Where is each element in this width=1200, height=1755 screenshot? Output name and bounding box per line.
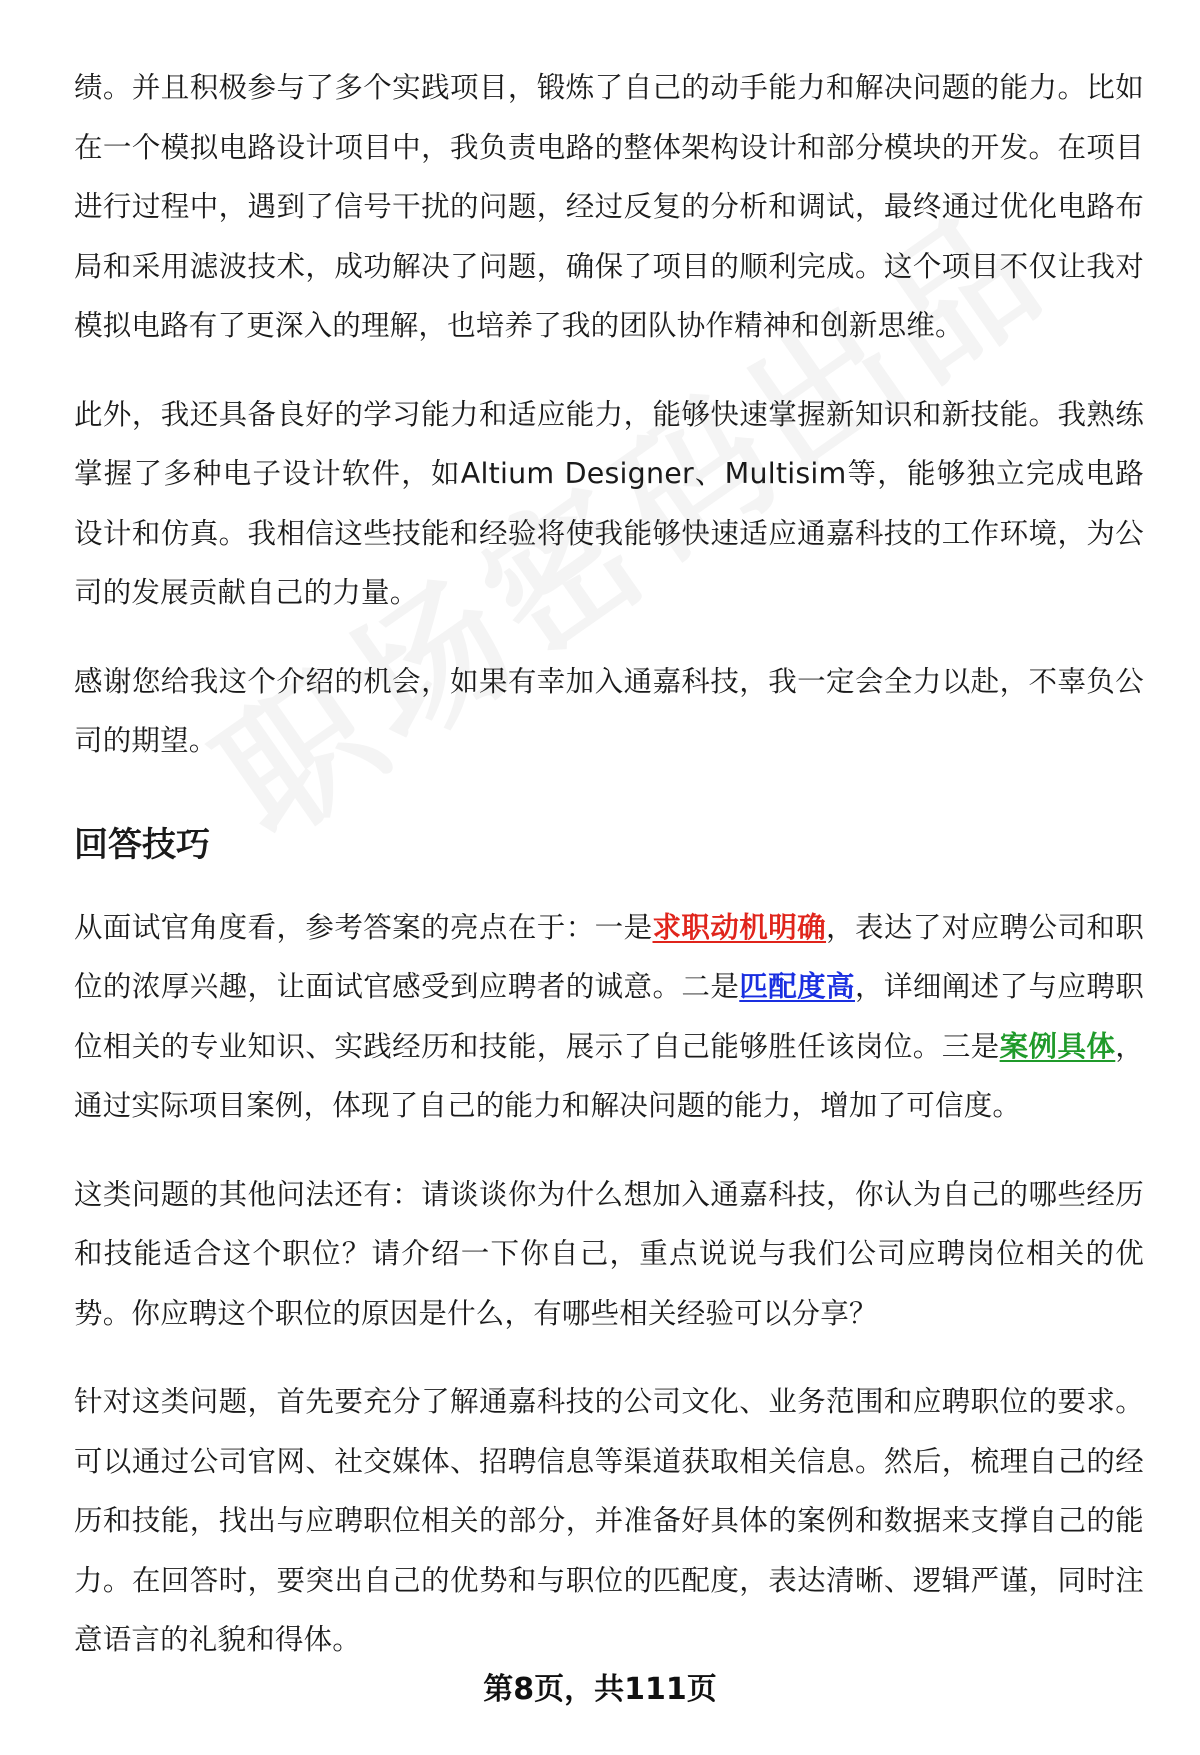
page-number: 第8页，共111页 bbox=[483, 1672, 717, 1707]
tips-text-1: 从面试官角度看，参考答案的亮点在于：一是 bbox=[74, 910, 653, 944]
other-questions-paragraph: 这类问题的其他问法还有：请谈谈你为什么想加入通嘉科技，你认为自己的哪些经历和技能适合这个职位？请介绍一下你自己，重点说说与我们公司应聘岗位相关的优势。你应聘这个职位的原因是什么，有哪些相关经验可以分享？ bbox=[74, 1177, 1144, 1330]
highlight-motivation: 求职动机明确 bbox=[652, 910, 827, 944]
advice-paragraph: 针对这类问题，首先要充分了解通嘉科技的公司文化、业务范围和应聘职位的要求。可以通过公司官网、社交媒体、招聘信息等渠道获取相关信息。然后，梳理自己的经历和技能，找出与应聘职位相关的部分，并准备好具体的案例和数据来支撑自己的能力。在回答时，要突出自己的优势和与职位的匹配度，表达清晰、逻辑严谨，同时注意语言的礼貌和得体。 bbox=[74, 1385, 1144, 1656]
document-page bbox=[74, 58, 1144, 1699]
body-paragraph-3: 感谢您给我这个介绍的机会，如果有幸加入通嘉科技，我一定会全力以赴，不辜负公司的期望。 bbox=[74, 664, 1144, 757]
tips-paragraph bbox=[74, 898, 1144, 1136]
body-paragraph-2: 此外，我还具备良好的学习能力和适应能力，能够快速掌握新知识和新技能。我熟练掌握了多种电子设计软件，如Altium Designer、Multisim等，能够独立完成电路设计和仿真。我相信这些技能和经验将使我能够快速适应通嘉科技的工作环境，为公司的发展贡献自己的力量。 bbox=[74, 397, 1144, 609]
highlight-match: 匹配度高 bbox=[739, 970, 855, 1003]
tips-text-3: ，详细阐述了与应聘职位相关的专业知识、实践经历和技能，展示了自己能够胜任该岗位。三是 bbox=[74, 970, 1144, 1063]
highlight-case: 案例具体 bbox=[999, 1029, 1116, 1063]
tips-text-4: ，通过实际项目案例，体现了自己的能力和解决问题的能力，增加了可信度。 bbox=[74, 1029, 1144, 1122]
section-heading: 回答技巧 bbox=[74, 824, 210, 865]
body-paragraph-1: 绩。并且积极参与了多个实践项目，锻炼了自己的动手能力和解决问题的能力。比如在一个模拟电路设计项目中，我负责电路的整体架构设计和部分模块的开发。在项目进行过程中，遇到了信号干扰的问题，经过反复的分析和调试，最终通过优化电路布局和采用滤波技术，成功解决了问题，确保了项目的顺利完成。这个项目不仅让我对模拟电路有了更深入的理解，也培养了我的团队协作精神和创新思维。 bbox=[74, 71, 1144, 342]
tips-text-2: ，表达了对应聘公司和职位的浓厚兴趣，让面试官感受到应聘者的诚意。二是 bbox=[74, 910, 1144, 1003]
